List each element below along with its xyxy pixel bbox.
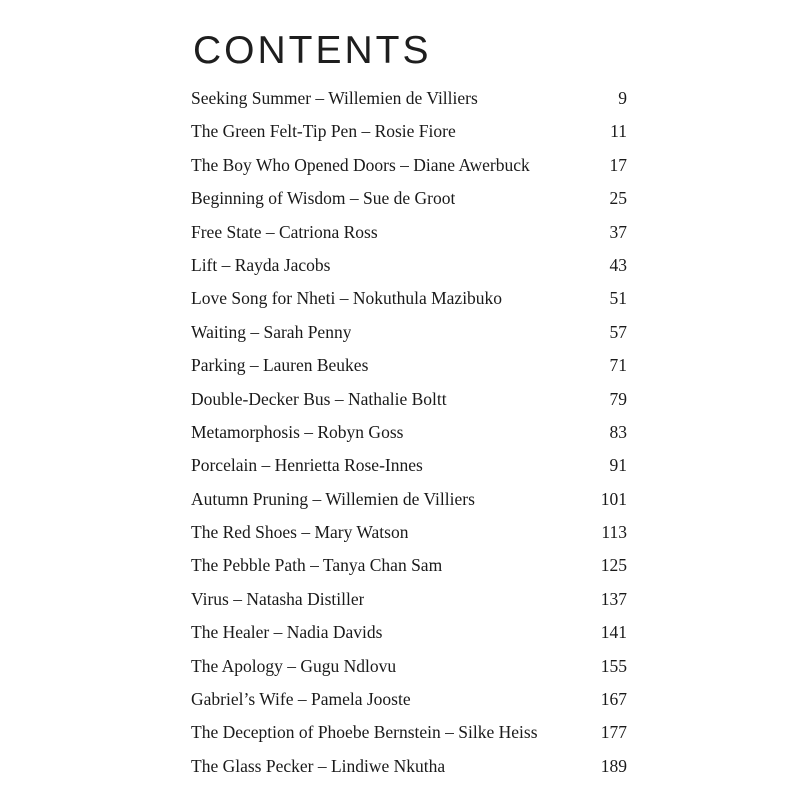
toc-entry-page: 25 [609,188,627,209]
toc-entry-title: The Deception of Phoebe Bernstein – Silke Heiss [191,722,538,743]
toc-entry-title: Parking – Lauren Beukes [191,355,369,376]
toc-entry [191,716,627,749]
toc-entry [191,416,627,449]
toc-entry [191,616,627,649]
toc-entry-page: 91 [609,455,627,476]
toc-entry [191,282,627,315]
toc-list [191,82,627,783]
toc-entry-page: 51 [609,288,627,309]
toc-entry [191,249,627,282]
toc-entry [191,650,627,683]
toc-entry [191,683,627,716]
toc-entry-title: Gabriel’s Wife – Pamela Jooste [191,689,411,710]
toc-entry-page: 189 [600,755,627,776]
toc-entry-page: 83 [609,421,627,442]
toc-entry-title: Porcelain – Henrietta Rose-Innes [191,455,423,476]
toc-entry [191,316,627,349]
toc-entry-page: 141 [600,622,627,643]
toc-entry [191,483,627,516]
toc-entry-title: Beginning of Wisdom – Sue de Groot [191,188,456,209]
toc-entry-page: 37 [609,221,627,242]
toc-entry-page: 79 [609,388,627,409]
toc-entry-title: Waiting – Sarah Penny [191,321,352,342]
toc-entry-page: 125 [600,555,627,576]
toc-entry-page: 57 [609,321,627,342]
toc-entry-title: Seeking Summer – Willemien de Villiers [191,88,478,108]
toc-entry-page: 11 [610,121,627,142]
toc-entry-title: The Apology – Gugu Ndlovu [191,655,397,676]
toc-entry-title: Double-Decker Bus – Nathalie Boltt [191,388,447,409]
toc-entry [191,516,627,549]
toc-entry-page: 177 [600,722,627,743]
toc-entry [191,750,627,783]
toc-entry-page: 113 [601,522,627,543]
toc-entry-page: 17 [609,154,627,175]
toc-entry [191,182,627,215]
toc-entry [191,149,627,182]
toc-entry [191,115,627,148]
toc-entry-page: 167 [600,689,627,710]
toc-entry [191,583,627,616]
toc-entry-title: The Green Felt-Tip Pen – Rosie Fiore [191,121,456,142]
toc-entry [191,349,627,382]
toc-entry-title: Autumn Pruning – Willemien de Villiers [191,488,475,509]
toc-entry [191,82,627,115]
toc-entry-title: The Red Shoes – Mary Watson [191,522,409,543]
toc-entry-title: Lift – Rayda Jacobs [191,254,331,275]
toc-entry-page: 101 [600,488,627,509]
toc-entry-page: 137 [600,588,627,609]
toc-entry-title: Love Song for Nheti – Nokuthula Mazibuko [191,288,503,309]
toc-entry-page: 155 [600,655,627,676]
toc-entry-page: 71 [609,355,627,376]
contents-heading: CONTENTS [193,29,432,72]
toc-entry [191,383,627,416]
toc-entry-title: The Pebble Path – Tanya Chan Sam [191,555,443,576]
toc-entry-page: 43 [609,254,627,275]
toc-entry-title: The Glass Pecker – Lindiwe Nkutha [191,755,446,776]
toc-entry-title: The Boy Who Opened Doors – Diane Awerbuck [191,154,530,175]
toc-entry [191,549,627,582]
toc-entry [191,216,627,249]
toc-entry [191,449,627,482]
toc-entry-title: Free State – Catriona Ross [191,221,378,242]
toc-entry-title: Metamorphosis – Robyn Goss [191,421,404,442]
toc-entry-title: The Healer – Nadia Davids [191,622,383,643]
toc-entry-page: 9 [618,88,627,108]
toc-entry-title: Virus – Natasha Distiller [191,588,365,609]
